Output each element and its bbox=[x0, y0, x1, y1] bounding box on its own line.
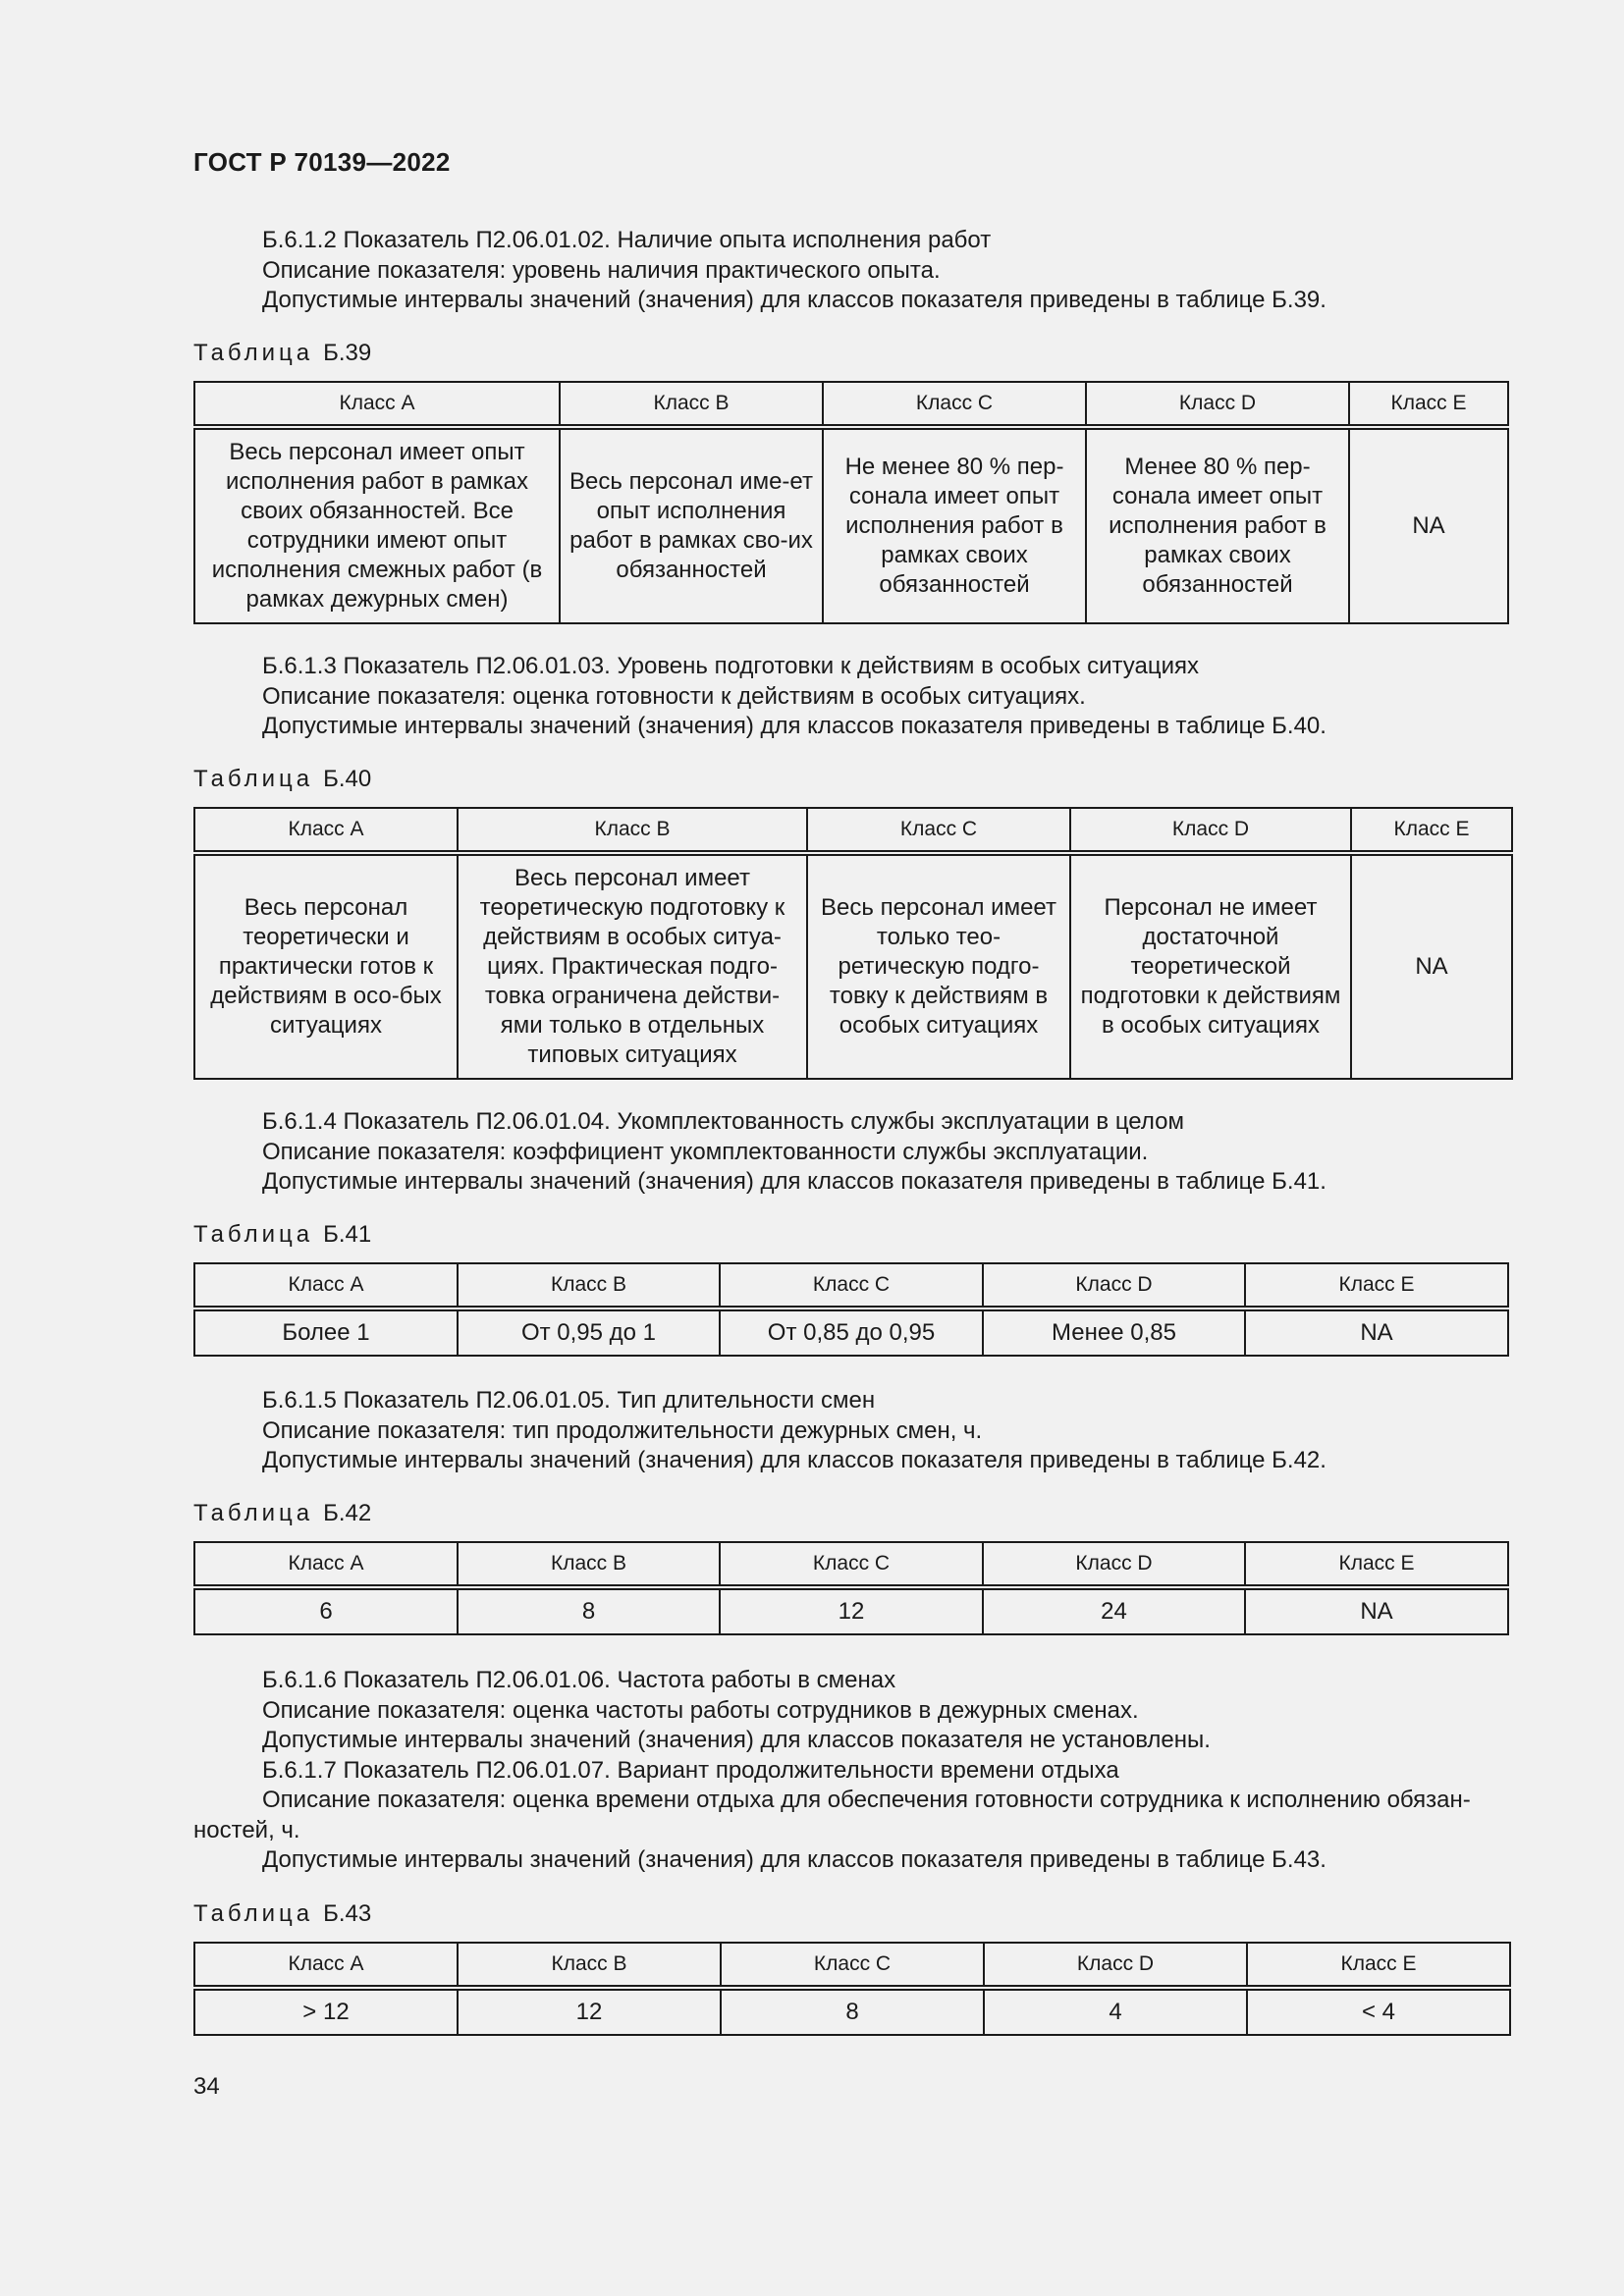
table-b42-wrap bbox=[193, 1541, 1509, 1635]
table-b40-wrap bbox=[193, 807, 1509, 1080]
section-b-6-1-6 bbox=[193, 1666, 1509, 1876]
paragraph: Допустимые интервалы значений (значения) для классов показателя не установлены. bbox=[262, 1727, 1211, 1753]
table-cell: 8 bbox=[721, 1988, 984, 2035]
caption-number: Б.39 bbox=[323, 340, 372, 366]
header-class-c: Класс С bbox=[807, 808, 1070, 853]
paragraph: Описание показателя: оценка готовности к действиям в особых ситуациях. bbox=[262, 682, 1086, 710]
table-cell: 8 bbox=[458, 1587, 720, 1634]
section-b-6-1-2 bbox=[193, 226, 1509, 316]
table-cell: Менее 80 % пер-сонала имеет опыт исполнения работ в рамках своих обязанностей bbox=[1086, 427, 1349, 623]
table-cell: Весь персонал теоретически и практически готов к действиям в осо-бых ситуациях bbox=[194, 853, 458, 1079]
caption-word: Таблица bbox=[193, 1500, 314, 1526]
header-class-a: Класс А bbox=[194, 1263, 458, 1308]
table-cell: 12 bbox=[458, 1988, 721, 2035]
table-cell: Весь персонал име-ет опыт исполнения работ в рамках сво-их обязанностей bbox=[560, 427, 823, 623]
caption-word: Таблица bbox=[193, 1221, 314, 1248]
table-cell: > 12 bbox=[194, 1988, 458, 2035]
header-class-c: Класс С bbox=[823, 382, 1086, 427]
table-cell: NA bbox=[1351, 853, 1512, 1079]
table-cell: NA bbox=[1245, 1587, 1508, 1634]
paragraph: Б.6.1.5 Показатель П2.06.01.05. Тип длительности смен bbox=[262, 1387, 876, 1414]
section-b-6-1-3 bbox=[193, 652, 1509, 742]
header-class-b: Класс В bbox=[458, 1542, 720, 1587]
header-class-a: Класс А bbox=[194, 1943, 458, 1988]
table-caption-b39 bbox=[193, 340, 1509, 367]
paragraph: Б.6.1.3 Показатель П2.06.01.03. Уровень подготовки к действиям в особых ситуациях bbox=[262, 653, 1200, 679]
paragraph: Описание показателя: коэффициент укомплектованности службы эксплуатации. bbox=[262, 1138, 1149, 1165]
table-b43 bbox=[193, 1942, 1511, 2036]
table-b41-wrap bbox=[193, 1262, 1509, 1357]
header-class-b: Класс В bbox=[458, 808, 807, 853]
paragraph: Б.6.1.7 Показатель П2.06.01.07. Вариант продолжительности времени отдыха bbox=[262, 1756, 1119, 1784]
caption-word: Таблица bbox=[193, 1900, 314, 1927]
table-b43-wrap bbox=[193, 1942, 1509, 2036]
paragraph: Б.6.1.4 Показатель П2.06.01.04. Укомплектованность службы эксплуатации в целом bbox=[262, 1108, 1184, 1135]
paragraph: Описание показателя: оценка времени отдыха для обеспечения готовности сотрудника к исполнению обязан-ностей, ч. bbox=[193, 1787, 1471, 1843]
table-b39-wrap bbox=[193, 381, 1509, 624]
table-cell: NA bbox=[1349, 427, 1508, 623]
header-class-a: Класс А bbox=[194, 382, 560, 427]
header-class-e: Класс Е bbox=[1351, 808, 1512, 853]
caption-number: Б.42 bbox=[323, 1500, 372, 1526]
table-cell: Весь персонал имеет опыт исполнения работ в рамках своих обязанностей. Все сотрудники имеют опыт исполнения смежных работ (в рамках дежурных смен) bbox=[194, 427, 560, 623]
header-class-d: Класс D bbox=[1070, 808, 1351, 853]
section-b-6-1-4 bbox=[193, 1107, 1509, 1198]
table-cell: Весь персонал имеет только тео-ретическую подго-товку к действиям в особых ситуациях bbox=[807, 853, 1070, 1079]
table-caption-b41 bbox=[193, 1221, 1509, 1249]
header-class-e: Класс Е bbox=[1349, 382, 1508, 427]
table-cell: < 4 bbox=[1247, 1988, 1510, 2035]
header-class-c: Класс С bbox=[721, 1943, 984, 1988]
table-caption-b43 bbox=[193, 1900, 1509, 1928]
header-class-e: Класс Е bbox=[1245, 1263, 1508, 1308]
table-b40 bbox=[193, 807, 1513, 1080]
document-header: ГОСТ Р 70139—2022 bbox=[193, 147, 451, 177]
table-cell: 12 bbox=[720, 1587, 983, 1634]
paragraph: Б.6.1.2 Показатель П2.06.01.02. Наличие опыта исполнения работ bbox=[262, 227, 992, 253]
table-b42 bbox=[193, 1541, 1509, 1635]
paragraph: Допустимые интервалы значений (значения) для классов показателя приведены в таблице Б.39. bbox=[262, 287, 1326, 313]
caption-word: Таблица bbox=[193, 340, 314, 366]
header-class-d: Класс D bbox=[983, 1542, 1245, 1587]
table-cell: 4 bbox=[984, 1988, 1247, 2035]
caption-number: Б.40 bbox=[323, 766, 372, 792]
header-class-e: Класс Е bbox=[1247, 1943, 1510, 1988]
paragraph: Описание показателя: уровень наличия практического опыта. bbox=[262, 256, 941, 284]
header-class-a: Класс А bbox=[194, 1542, 458, 1587]
table-cell: Весь персонал имеет теоретическую подготовку к действиям в особых ситуа-циях. Практическая подго-товка ограничена действи-ями только в отдельных типовых ситуациях bbox=[458, 853, 807, 1079]
table-b41 bbox=[193, 1262, 1509, 1357]
table-cell: Менее 0,85 bbox=[983, 1308, 1245, 1356]
header-class-d: Класс D bbox=[983, 1263, 1245, 1308]
header-class-c: Класс С bbox=[720, 1263, 983, 1308]
caption-number: Б.41 bbox=[323, 1221, 372, 1248]
header-class-a: Класс А bbox=[194, 808, 458, 853]
header-class-b: Класс В bbox=[458, 1263, 720, 1308]
paragraph: Описание показателя: оценка частоты работы сотрудников в дежурных сменах. bbox=[262, 1696, 1139, 1724]
paragraph: Допустимые интервалы значений (значения) для классов показателя приведены в таблице Б.43. bbox=[262, 1846, 1326, 1873]
table-caption-b40 bbox=[193, 766, 1509, 793]
table-cell: От 0,85 до 0,95 bbox=[720, 1308, 983, 1356]
paragraph: Допустимые интервалы значений (значения) для классов показателя приведены в таблице Б.41. bbox=[262, 1168, 1326, 1195]
table-cell: От 0,95 до 1 bbox=[458, 1308, 720, 1356]
paragraph: Б.6.1.6 Показатель П2.06.01.06. Частота работы в сменах bbox=[262, 1667, 896, 1693]
section-b-6-1-5 bbox=[193, 1386, 1509, 1476]
header-class-c: Класс С bbox=[720, 1542, 983, 1587]
table-caption-b42 bbox=[193, 1500, 1509, 1527]
table-cell: 6 bbox=[194, 1587, 458, 1634]
table-cell: Не менее 80 % пер-сонала имеет опыт исполнения работ в рамках своих обязанностей bbox=[823, 427, 1086, 623]
paragraph: Допустимые интервалы значений (значения) для классов показателя приведены в таблице Б.42. bbox=[262, 1447, 1326, 1473]
table-cell: Более 1 bbox=[194, 1308, 458, 1356]
table-cell: 24 bbox=[983, 1587, 1245, 1634]
table-cell: NA bbox=[1245, 1308, 1508, 1356]
page-number: 34 bbox=[193, 2073, 220, 2100]
table-b39 bbox=[193, 381, 1509, 624]
caption-number: Б.43 bbox=[323, 1900, 372, 1927]
paragraph: Описание показателя: тип продолжительности дежурных смен, ч. bbox=[262, 1416, 983, 1444]
paragraph: Допустимые интервалы значений (значения) для классов показателя приведены в таблице Б.40. bbox=[262, 713, 1326, 739]
caption-word: Таблица bbox=[193, 766, 314, 792]
header-class-e: Класс Е bbox=[1245, 1542, 1508, 1587]
header-class-d: Класс D bbox=[984, 1943, 1247, 1988]
table-cell: Персонал не имеет достаточной теоретической подготовки к действиям в особых ситуациях bbox=[1070, 853, 1351, 1079]
header-class-b: Класс В bbox=[458, 1943, 721, 1988]
header-class-b: Класс В bbox=[560, 382, 823, 427]
header-class-d: Класс D bbox=[1086, 382, 1349, 427]
